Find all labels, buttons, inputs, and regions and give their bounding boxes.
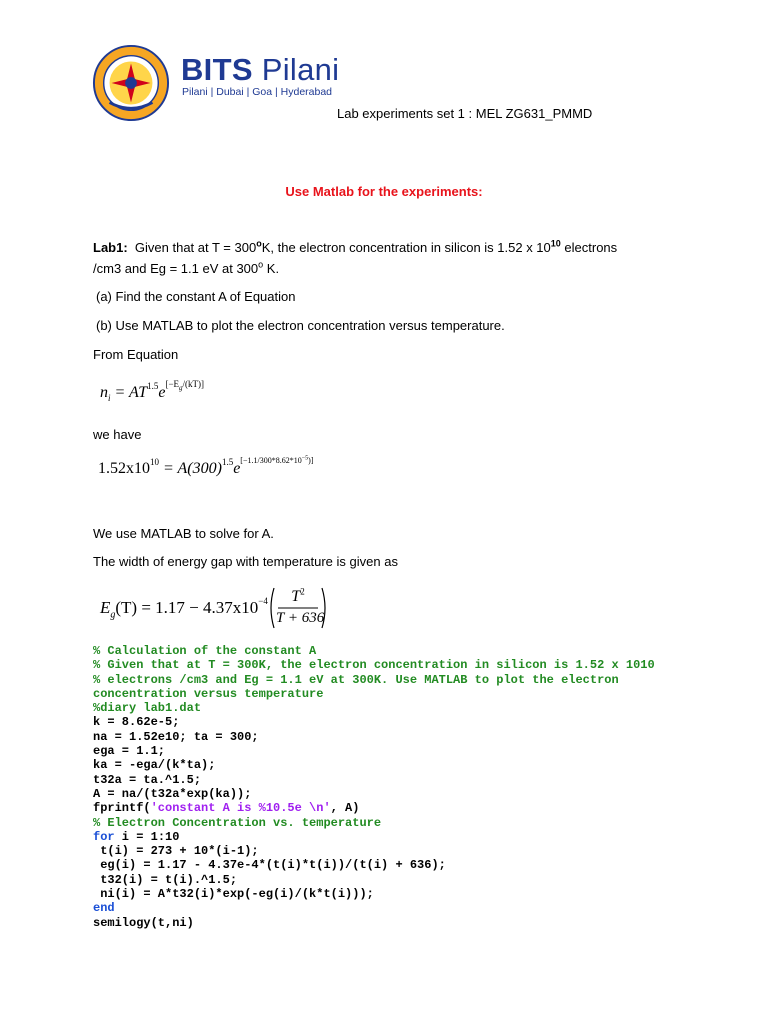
code-line: k = 8.62e-5; — [93, 715, 180, 730]
equation-constant-a: $1.52x10^{10} = A(300)^{1.5}e[-1.1/300*8.62*10-5)]$ — [98, 455, 314, 477]
code-line: semilogy(t,ni) — [93, 915, 194, 930]
code-line: % electrons /cm3 and Eg = 1.1 eV at 300K. Use MATLAB to plot the electron — [93, 672, 619, 687]
code-line: ni(i) = A*t32(i)*exp(-eg(i)/(k*t(i))); — [93, 887, 374, 902]
we-have-text: we have — [93, 427, 142, 442]
code-line: na = 1.52e10; ta = 300; — [93, 729, 259, 744]
energy-gap-text: The width of energy gap with temperature is given as — [93, 554, 398, 569]
code-line: A = na/(t32a*exp(ka)); — [93, 786, 252, 801]
lab1-intro-line2: /cm3 and Eg = 1.1 eV at 300$^o$ K. — [93, 259, 280, 276]
code-line: t(i) = 273 + 10*(i-1); — [93, 844, 259, 859]
code-line: t32(i) = t(i).^1.5; — [93, 872, 238, 887]
code-line: %diary lab1.dat — [93, 701, 202, 716]
equation-energy-gap: $E_g(T) = 1.17 - 4.37x10^{-4}$ — [100, 596, 268, 621]
code-line: ka = -ega/(k*ta); — [93, 758, 216, 773]
part-b: (b) Use MATLAB to plot the electron concentration versus temperature. — [96, 318, 505, 333]
matlab-code-block — [93, 644, 655, 930]
fraction-denominator: T + 636 — [276, 610, 325, 626]
code-line: for i = 1:10 — [93, 829, 180, 844]
document-title: Lab experiments set 1 : MEL ZG631_PMMD — [337, 106, 593, 121]
fraction-numerator: $T^2$ — [291, 586, 305, 605]
code-line: % Electron Concentration vs. temperature — [93, 815, 382, 830]
code-line: end — [93, 901, 115, 916]
brand-name: BITS Pilani — [181, 52, 340, 87]
code-line: eg(i) = 1.17 - 4.37e-4*(t(i)*t(i))/(t(i) + 636); — [93, 858, 446, 873]
section-heading: Use Matlab for the experiments: — [285, 184, 483, 199]
code-line: t32a = ta.^1.5; — [93, 772, 202, 787]
code-line: ega = 1.1; — [93, 744, 166, 759]
code-line: concentration versus temperature — [93, 686, 324, 701]
code-line: % Given that at T = 300K, the electron concentration in silicon is 1.52 x 1010 — [93, 658, 655, 673]
from-equation-text: From Equation — [93, 347, 179, 362]
lab1-intro: Lab1: Given that at $T = 300^oK$, the electron concentration in silicon is 1.52 x $10^{10}$ electrons — [93, 238, 618, 255]
brand-campuses: Pilani | Dubai | Goa | Hyderabad — [182, 86, 333, 98]
code-line: fprintf('constant A is %10.5e \n', A) — [93, 801, 360, 816]
equation-ni: $n_i = AT^{1.5}e[-Eg/(kT)]$ — [100, 379, 205, 404]
solve-for-a-text: We use MATLAB to solve for A. — [93, 526, 274, 541]
bits-seal-logo — [92, 44, 170, 122]
code-line: % Calculation of the constant A — [93, 644, 317, 658]
part-a: (a) Find the constant A of Equation — [96, 289, 296, 304]
